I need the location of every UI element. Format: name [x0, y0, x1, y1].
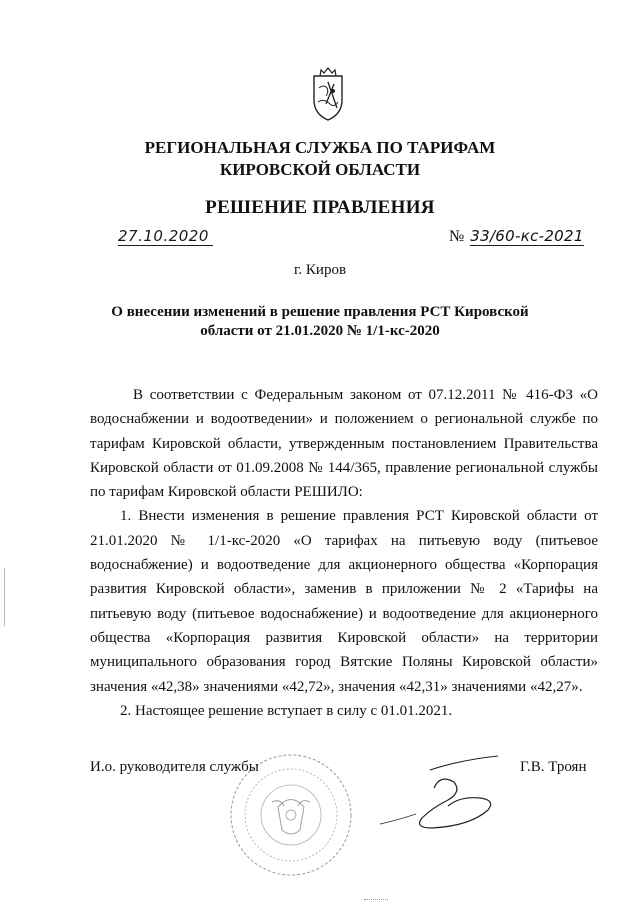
- organization-name: [0, 137, 640, 181]
- number-value: 33/60-кс-2021: [470, 227, 584, 245]
- coat-of-arms-emblem: [306, 66, 350, 122]
- resolution-item-2: 2. Настоящее решение вступает в силу с 01.01.2021.: [120, 702, 453, 719]
- resolution-item-1: 1. Внести изменения в решение правления РСТ Кировской области от 21.01.2020 № 1/1-кс-2020 «О тарифах на питьевую воду (питьевое водоснабжение) и водоотведение для акционерного общества «Корпорация развития Кировской области», заменив в приложении № 2 «Тарифы на питьевую воду (питьевое водоснабжение) и водоотведение для акционерного общества «Корпорация развития Кировской области» на территории муниципального образования город Вятские Поляны Кировской области» значения «42,38» значениями «42,72», значения «42,31» значениями «42,27».: [90, 508, 598, 695]
- document-date: 27.10.2020: [118, 227, 213, 246]
- document-number: [449, 227, 584, 246]
- org-line-1: РЕГИОНАЛЬНАЯ СЛУЖБА ПО ТАРИФАМ: [144, 138, 496, 157]
- signer-name: Г.В. Троян: [520, 759, 587, 775]
- number-sign: №: [449, 228, 465, 245]
- subject-line-1: О внесении изменений в решение правления РСТ Кировской: [111, 304, 529, 320]
- signer-position: И.о. руководителя службы: [90, 759, 259, 775]
- document-subject: [0, 303, 640, 341]
- handwritten-signature: [370, 748, 520, 838]
- margin-mark: [4, 568, 5, 626]
- org-line-2: КИРОВСКОЙ ОБЛАСТИ: [219, 160, 421, 179]
- city: г. Киров: [293, 262, 347, 278]
- document-body: [90, 383, 598, 723]
- body-paragraph: В соответствии с Федеральным законом от 07.12.2011 № 416-ФЗ «О водоснабжении и водоотведении» и положением о региональной службе по тарифам Кировской области, утвержденным постановлением Правительства Кировской области от 01.09.2008 № 144/365, правление региональной службы по тарифам Кировской области РЕШИЛО:: [90, 387, 598, 501]
- subject-line-2: области от 21.01.2020 № 1/1-кс-2020: [200, 323, 440, 339]
- document-type: РЕШЕНИЕ ПРАВЛЕНИЯ: [205, 197, 435, 218]
- page-footer-mark: [364, 899, 388, 902]
